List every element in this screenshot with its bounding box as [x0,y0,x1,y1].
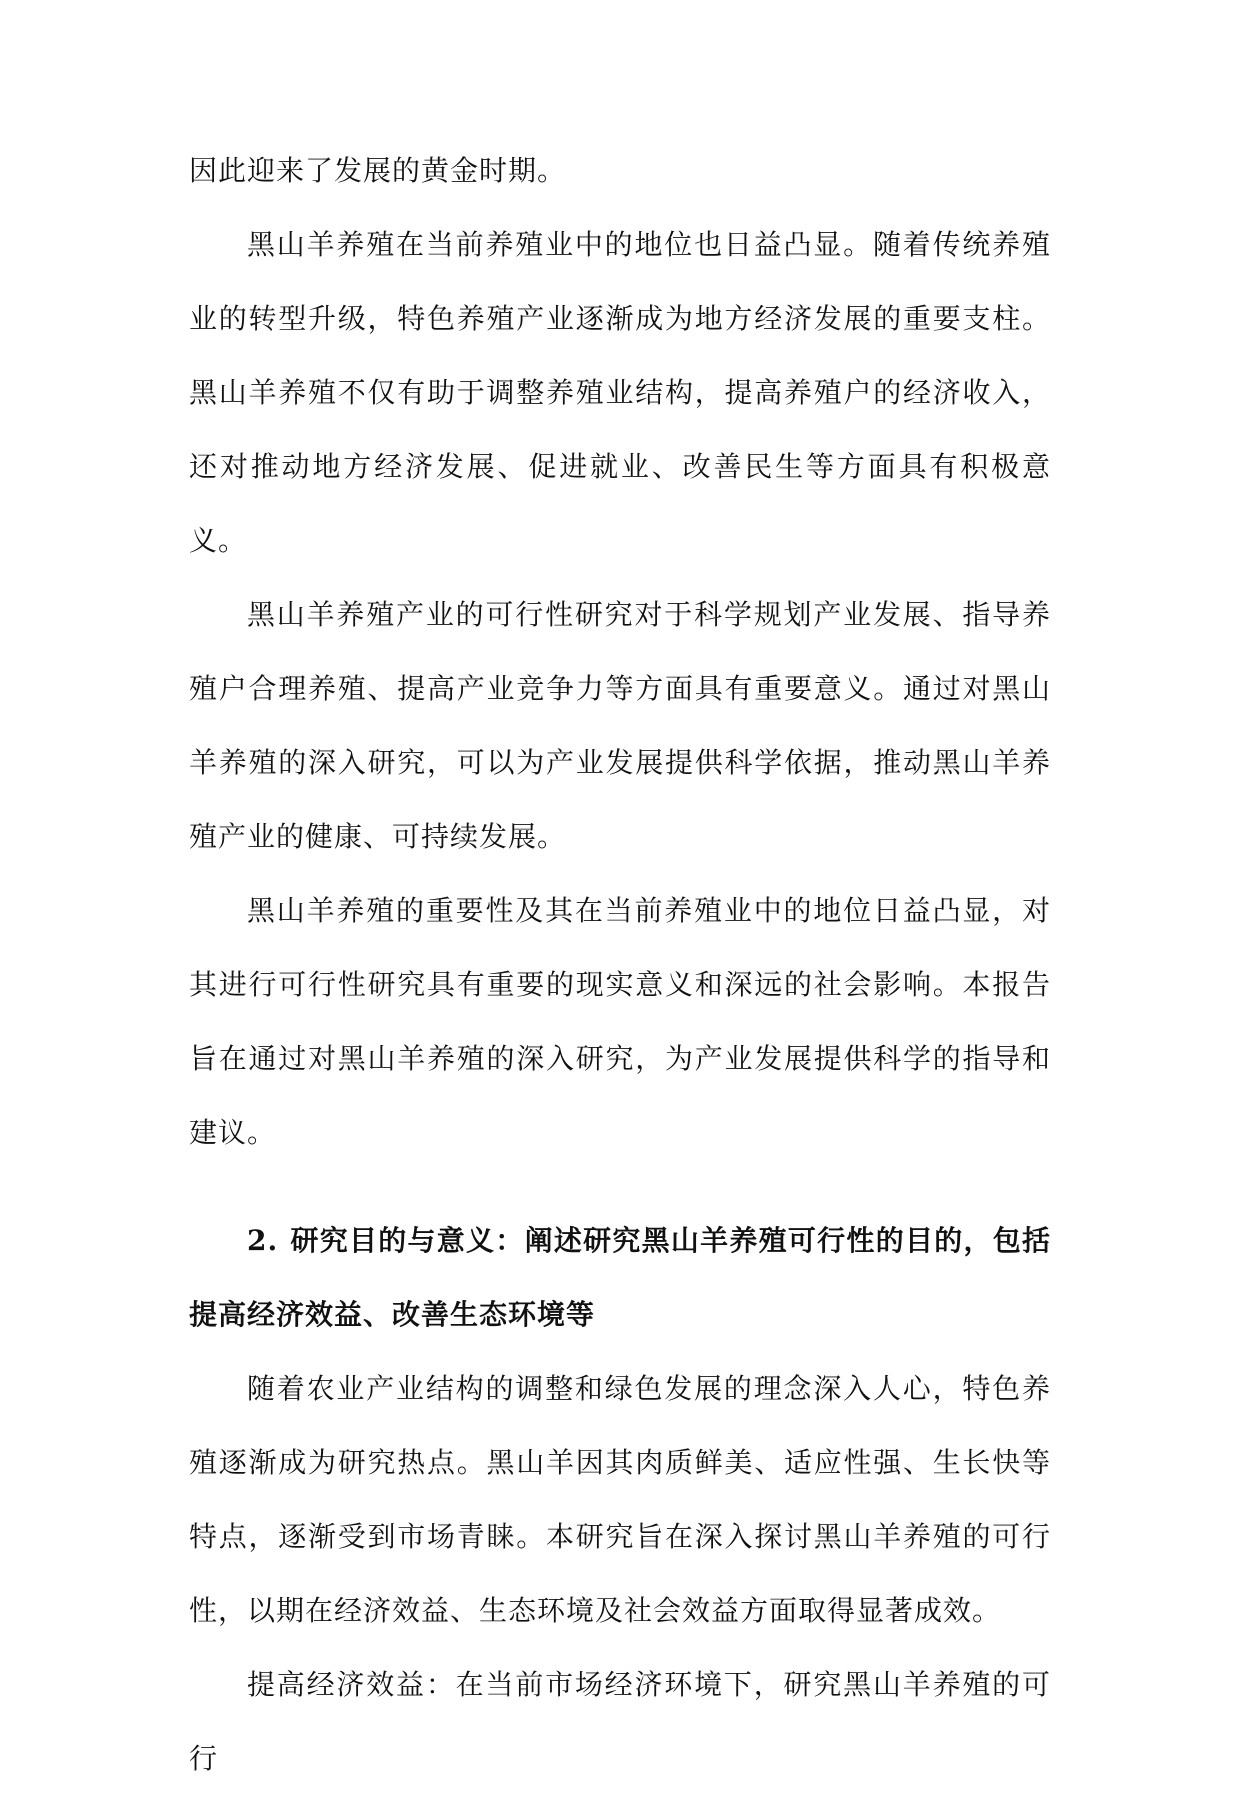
paragraph-feasibility-significance: 黑山羊养殖产业的可行性研究对于科学规划产业发展、指导养殖户合理养殖、提高产业竞争力等方面具有重要意义。通过对黑山羊养殖的深入研究，可以为产业发展提供科学依据，推动黑山羊养殖产业的健康、可持续发展。 [189,598,1051,853]
section-number: 2. [247,1224,279,1257]
paragraph-economic-benefits: 提高经济效益：在当前市场经济环境下，研究黑山羊养殖的可行 [189,1668,1051,1775]
paragraph-research-background: 随着农业产业结构的调整和绿色发展的理念深入人心，特色养殖逐渐成为研究热点。黑山羊因其肉质鲜美、适应性强、生长快等特点，逐渐受到市场青睐。本研究旨在深入探讨黑山羊养殖的可行性，以期在经济效益、生态环境及社会效益方面取得显著成效。 [189,1372,1051,1627]
document-body [189,134,1051,1796]
paragraph-report-purpose: 黑山羊养殖的重要性及其在当前养殖业中的地位日益凸显，对其进行可行性研究具有重要的现实意义和深远的社会影响。本报告旨在通过对黑山羊养殖的深入研究，为产业发展提供科学的指导和建议。 [189,894,1051,1149]
section-title: 研究目的与意义：阐述研究黑山羊养殖可行性的目的，包括提高经济效益、改善生态环境等 [189,1224,1051,1331]
paragraph-continuation: 因此迎来了发展的黄金时期。 [189,154,567,187]
section-heading [189,1204,1051,1352]
paragraph-status-of-goat-farming: 黑山羊养殖在当前养殖业中的地位也日益凸显。随着传统养殖业的转型升级，特色养殖产业逐渐成为地方经济发展的重要支柱。黑山羊养殖不仅有助于调整养殖业结构，提高养殖户的经济收入，还对推动地方经济发展、促进就业、改善民生等方面具有积极意义。 [189,228,1051,557]
